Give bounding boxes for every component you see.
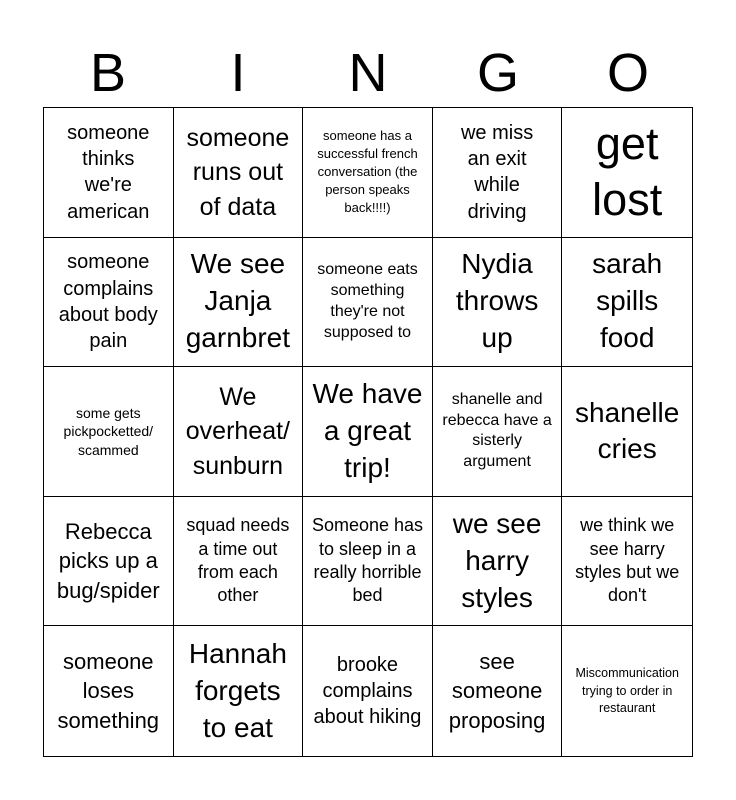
bingo-cell[interactable] <box>303 238 433 368</box>
bingo-cell[interactable] <box>44 238 174 368</box>
bingo-cell-text: someone has a successful french conversation (the person speaks back!!!!) <box>317 128 418 216</box>
bingo-cell-text: someone eats something they're not supposed to <box>317 261 418 341</box>
bingo-cell-text: We have a great trip! <box>312 378 423 483</box>
bingo-cell[interactable] <box>303 626 433 756</box>
bingo-cell[interactable] <box>44 626 174 756</box>
header-letter-g: G <box>476 43 519 103</box>
bingo-cell[interactable] <box>303 497 433 627</box>
bingo-cell-text: Rebecca picks up a bug/spider <box>56 518 160 603</box>
bingo-cell[interactable] <box>174 497 304 627</box>
bingo-cell[interactable] <box>303 108 433 238</box>
bingo-cell[interactable] <box>433 108 563 238</box>
bingo-cell-text: shanelle and rebecca have a sisterly argument <box>442 390 552 471</box>
bingo-cell[interactable] <box>433 497 563 627</box>
bingo-cell[interactable] <box>562 497 692 627</box>
bingo-cell-text: see someone proposing <box>448 648 546 734</box>
bingo-cell[interactable] <box>174 238 304 368</box>
bingo-header <box>43 40 693 106</box>
bingo-cell[interactable] <box>44 367 174 497</box>
bingo-cell-text: We see Janja garnbret <box>185 248 291 354</box>
bingo-cell[interactable] <box>44 108 174 238</box>
header-letter-b: B <box>89 43 127 103</box>
bingo-cell-text: Hannah forgets to eat <box>188 637 287 743</box>
bingo-cell-text: someone complains about body pain <box>58 251 158 353</box>
header-letter-i: I <box>230 43 246 103</box>
bingo-cell[interactable] <box>44 497 174 627</box>
bingo-cell[interactable] <box>174 367 304 497</box>
bingo-cell-text: brooke complains about hiking <box>313 653 422 729</box>
bingo-cell-text: we see harry styles <box>452 507 542 613</box>
bingo-cell[interactable] <box>562 238 692 368</box>
header-letter-n: N <box>348 43 388 103</box>
bingo-cell-text: we miss an exit while driving <box>460 121 534 223</box>
bingo-board <box>43 107 693 757</box>
bingo-cell-text: Nydia throws up <box>455 248 539 354</box>
bingo-cell-text: We overheat/ sunburn <box>185 382 291 480</box>
bingo-cell-text: someone loses something <box>57 648 160 734</box>
bingo-cell-text: some gets pickpocketted/ scammed <box>63 405 154 458</box>
header-letter-o: O <box>606 43 649 103</box>
bingo-cell-text: someone runs out of data <box>186 123 290 221</box>
bingo-cell-text: get lost <box>592 118 663 226</box>
bingo-cell-text: squad needs a time out from each other <box>186 515 290 606</box>
bingo-cell[interactable] <box>174 108 304 238</box>
bingo-cell[interactable] <box>433 238 563 368</box>
bingo-cell-text: Someone has to sleep in a really horrible bed <box>311 515 424 606</box>
bingo-cell[interactable] <box>562 367 692 497</box>
bingo-cell[interactable] <box>562 108 692 238</box>
bingo-cell[interactable] <box>562 626 692 756</box>
bingo-cell[interactable] <box>303 367 433 497</box>
bingo-cell-text: Miscommunication trying to order in restaurant <box>575 666 679 715</box>
bingo-cell[interactable] <box>433 626 563 756</box>
bingo-cell-text: shanelle cries <box>575 396 680 465</box>
bingo-cell[interactable] <box>433 367 563 497</box>
bingo-cell-text: sarah spills food <box>592 248 663 354</box>
bingo-cell-text: someone thinks we're american <box>67 121 150 223</box>
bingo-cell[interactable] <box>174 626 304 756</box>
bingo-cell-text: we think we see harry styles but we don't <box>575 515 680 606</box>
